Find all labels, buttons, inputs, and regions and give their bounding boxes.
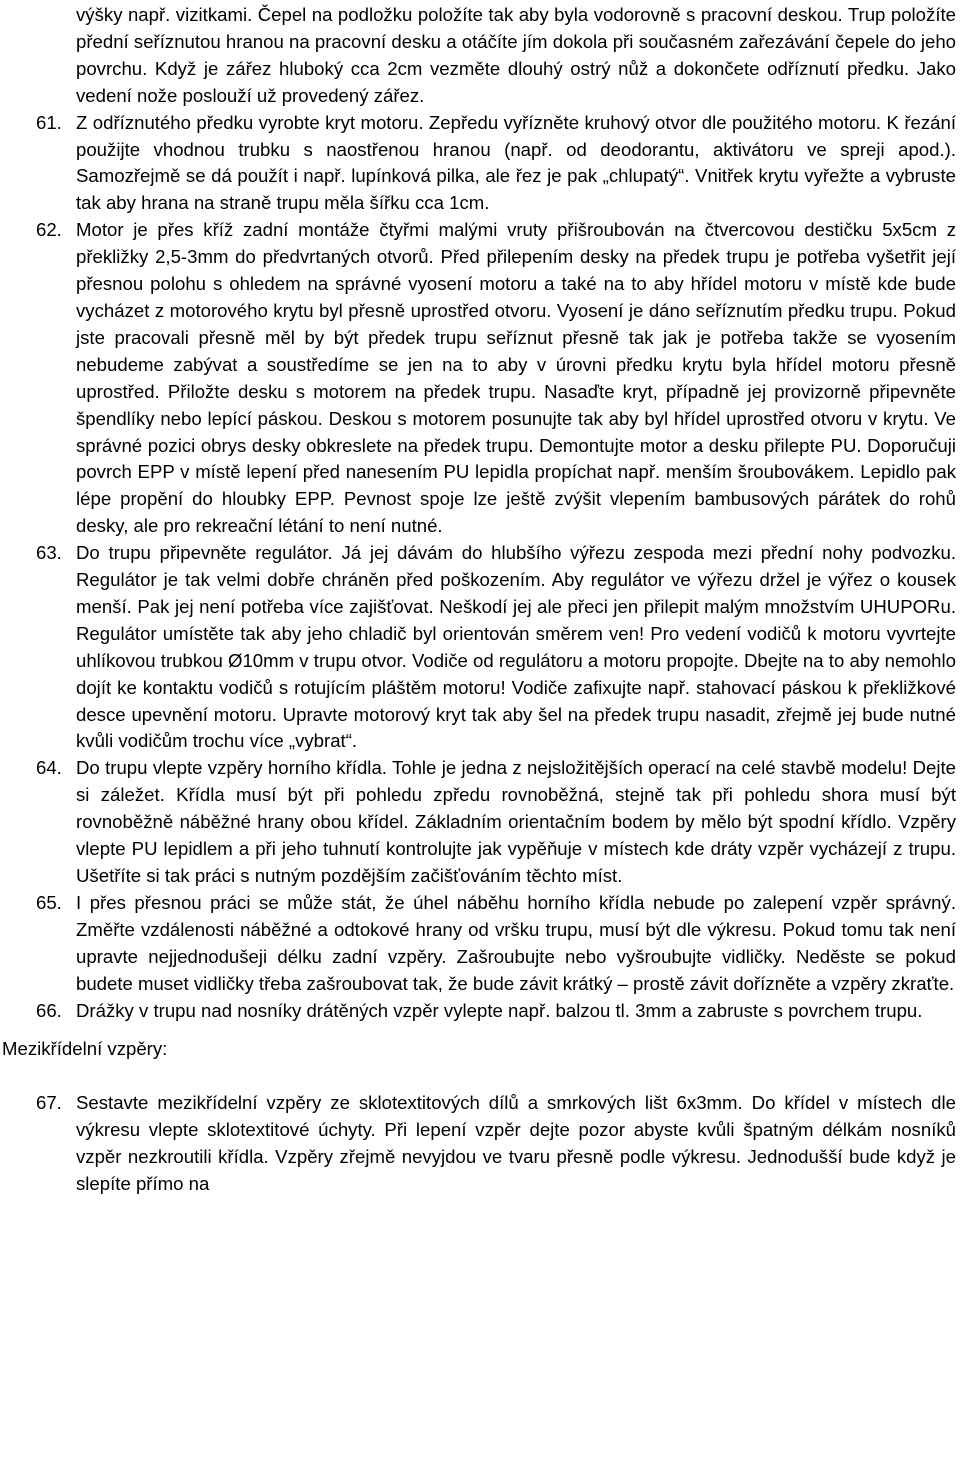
list-item-number: 63. xyxy=(36,542,62,564)
list-item-number: 62. xyxy=(36,219,62,241)
list-item-63 xyxy=(0,540,960,755)
list-item-66 xyxy=(0,998,960,1025)
section-heading: Mezikřídelní vzpěry: xyxy=(2,1038,168,1060)
list-item-number: 64. xyxy=(36,757,62,779)
list-item-62 xyxy=(0,217,960,540)
continuation-text: výšky např. vizitkami. Čepel na podložku položíte tak aby byla vodorovně s pracovní deskou. Trup položíte přední seříznutou hranou na pracovní desku a otáčíte jím dokola při současném zařezávání čepele do jeho povrchu. Když je zářez hluboký cca 2cm vezměte dlouhý ostrý nůž a dokončete odříznutí předku. Jako vedení nože poslouží už provedený zářez. xyxy=(76,4,956,106)
list-item-65 xyxy=(0,890,960,998)
list-item-67 xyxy=(0,1090,960,1198)
list-item-number: 65. xyxy=(36,891,62,913)
list-item-61 xyxy=(0,110,960,218)
list-item-number: 66. xyxy=(36,999,62,1021)
list-item-number: 61. xyxy=(36,111,62,133)
list-item-text: I přes přesnou práci se může stát, že úhel náběhu horního křídla nebude po zalepení vzpěr správný. Změřte vzdálenosti náběžné a odtokové hrany od vršku trupu, musí být dle výkresu. Pokud tomu tak není upravte nejjednodušeji délku zadní vzpěry. Zašroubujte nebo vyšroubujte vidličky. Neděste se pokud budete muset vidličky třeba zašroubovat tak, že bude závit krátký – prostě závit dořízněte a vzpěry zkraťte. xyxy=(76,891,956,994)
list-item-text: Do trupu připevněte regulátor. Já jej dávám do hlubšího výřezu zespoda mezi přední nohy podvozku. Regulátor je tak velmi dobře chráněn před poškozením. Aby regulátor ve výřezu držel je výřez o kousek menší. Pak jej není potřeba více zajišťovat. Neškodí jej ale přeci jen přilepit malým množstvím UHUPORu. Regulátor umístěte tak aby jeho chladič byl orientován směrem ven! Pro vedení vodičů k motoru vyvrtejte uhlíkovou trubkou Ø10mm v trupu otvor. Vodiče od regulátoru a motoru propojte. Dbejte na to aby nemohlo dojít ke kontaktu vodičů s rotujícím pláštěm motoru! Vodiče zafixujte např. stahovací páskou k překližkové desce upevnění motoru. Upravte motorový kryt tak aby šel na předek trupu nasadit, zřejmě jej bude nutné kvůli vodičům trochu více „vybrat“. xyxy=(76,542,956,752)
list-item-text: Sestavte mezikřídelní vzpěry ze sklotextitových dílů a smrkových lišt 6x3mm. Do křídel v místech dle výkresu vlepte sklotextitové úchyty. Při lepení vzpěr dejte pozor abyste kvůli špatným délkám nosníků vzpěr nezkroutili křídla. Vzpěry zřejmě nevyjdou ve tvaru přesně podle výkresu. Jednodušší bude když je slepíte přímo na xyxy=(76,1092,956,1195)
list-item-text: Motor je přes kříž zadní montáže čtyřmi malými vruty přišroubován na čtvercovou destičku 5x5cm z překližky 2,5-3mm do předvrtaných otvorů. Před přilepením desky na předek trupu je potřeba vyšetřit její přesnou polohu s ohledem na správné vyosení motoru a také na to aby hřídel motoru v místě kde bude vycházet z motorového krytu byl přesně uprostřed otvoru. Vyosení je dáno seříznutím předku trupu. Pokud jste pracovali přesně měl by být předek trupu seříznut přesně tak jak je potřeba takže se vyosením nebudeme zabývat a soustředíme se jen na to aby v úrovni předku krytu byla hřídel motoru přesně uprostřed. Přiložte desku s motorem na předek trupu. Nasaďte kryt, případně jej provizorně připevněte špendlíky nebo lepící páskou. Deskou s motorem posunujte tak aby byl hřídel uprostřed otvoru v krytu. Ve správné pozici obrys desky obkreslete na předek trupu. Demontujte motor a desku přilepte PU. Doporučuji povrch EPP v místě lepení před nanesením PU lepidla propíchat např. menším šroubovákem. Lepidlo pak lépe propění do hloubky EPP. Pevnost spoje lze ještě zvýšit vlepením bambusových párátek do rohů desky, ale pro rekreační létání to není nutné. xyxy=(76,219,956,537)
list-item-text: Drážky v trupu nad nosníky drátěných vzpěr vylepte např. balzou tl. 3mm a zabruste s povrchem trupu. xyxy=(76,999,923,1021)
continuation-paragraph xyxy=(0,2,960,110)
list-item-text: Z odříznutého předku vyrobte kryt motoru. Zepředu vyřízněte kruhový otvor dle použitého motoru. K řezání použijte vhodnou trubku s naostřenou hranou (např. od deodorantu, aktivátoru ve spreji apod.). Samozřejmě se dá použít i např. lupínková pilka, ale řez je pak „chlupatý“. Vnitřek krytu vyřežte a vybruste tak aby hrana na straně trupu měla šířku cca 1cm. xyxy=(76,111,956,214)
list-item-number: 67. xyxy=(36,1092,62,1114)
list-item-64 xyxy=(0,755,960,890)
list-item-text: Do trupu vlepte vzpěry horního křídla. Tohle je jedna z nejsložitějších operací na celé stavbě modelu! Dejte si záležet. Křídla musí být při pohledu zpředu rovnoběžná, stejně tak při pohledu shora musí být rovnoběžně náběžné hrany obou křídel. Základním orientačním bodem by mělo být spodní křídlo. Vzpěry vlepte PU lepidlem a při jeho tuhnutí kontrolujte jak vypěňuje v místech kde dráty vzpěr vycházejí z trupu. Ušetříte si tak práci s nutným pozdějším začišťováním těchto míst. xyxy=(76,757,956,886)
document-page xyxy=(0,2,960,1198)
